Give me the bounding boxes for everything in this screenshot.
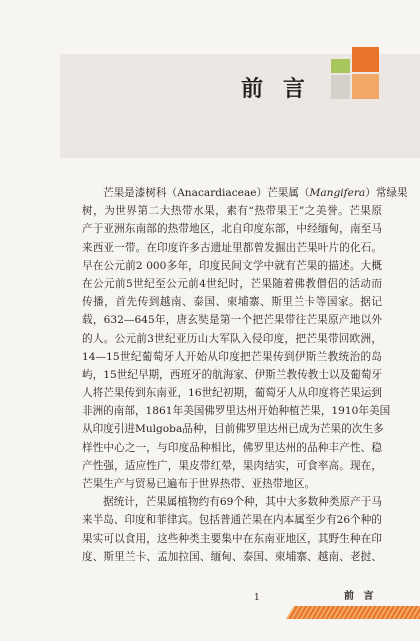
body-line: 来西亚一带。在印度许多古遗址里都曾发掘出芒果叶片的化石。 (82, 241, 382, 254)
paragraph (82, 493, 382, 566)
text-segment: 芒果是漆树科（Anacardiaceae）芒果属（ (103, 187, 310, 199)
paragraph (82, 184, 408, 493)
body-line: 14—15世纪葡萄牙人开始从印度把芒果传到伊斯兰教统治的岛 (82, 350, 382, 363)
decorative-gray-square (331, 75, 350, 99)
body-line: 载，632—645年，唐玄奘是第一个把芒果带往芒果原产地以外 (82, 314, 382, 327)
text-segment: ）常绿果 (365, 187, 408, 199)
preface-body (82, 184, 408, 566)
body-line: 早在公元前2 000多年，印度民间文学中就有芒果的描述。大概 (82, 259, 382, 272)
decorative-green-square (331, 59, 350, 73)
body-line (82, 184, 408, 202)
body-line: 的人。公元前3世纪亚历山大军队入侵印度，把芒果带回欧洲， (82, 332, 382, 345)
body-line: 非洲的南部，1861年美国佛罗里达州开始种植芒果，1910年美国 (82, 405, 391, 418)
body-line: 屿，15世纪早期，西班牙的航海家、伊斯兰教传教士以及葡萄牙 (82, 368, 382, 381)
body-line: 从印度引进Mulgoba品种，目前佛罗里达州已成为芒果的次生多 (82, 423, 384, 436)
body-line: 度、斯里兰卡、孟加拉国、缅甸、泰国、柬埔寨、越南、老挝、 (82, 550, 382, 563)
body-line: 人将芒果传到东南亚，16世纪初期，葡萄牙人从印度将芒果运到 (82, 387, 382, 400)
decorative-light-orange-square (352, 74, 379, 99)
body-line: 果实可以食用，这些种类主要集中在东南亚地区，其野生种在印 (82, 532, 382, 545)
page-number: 1 (254, 593, 260, 603)
body-line: 树，为世界第二大热带水果，素有“热带果王”之美誉。芒果原 (82, 205, 382, 218)
running-footer-title: 前 言 (344, 591, 377, 602)
body-line: 传播，首先传到越南、泰国、柬埔寨、斯里兰卡等国家。据记 (82, 296, 382, 309)
body-line: 在公元前5世纪至公元前4世纪时，芒果随着佛教僧侣的活动而 (82, 277, 382, 290)
body-line: 据统计，芒果属植物约有69个种，其中大多数种类原产于马 (103, 496, 382, 509)
footer-decorative-stripe (286, 606, 420, 619)
genus-name-italic: Mangifera (309, 187, 366, 199)
decorative-orange-square (352, 47, 379, 72)
page-title: 前 言 (241, 76, 311, 102)
body-line: 产于亚洲东南部的热带地区，北自印度东部，中经缅甸，南至马 (82, 223, 382, 236)
body-line: 产性强，适应性广，果皮带红晕，果肉结实，可食率高。现在， (82, 459, 382, 472)
body-line: 来半岛、印度和菲律宾。包括普通芒果在内本属至少有26个种的 (82, 514, 382, 527)
body-line: 样性中心之一，与印度品种相比，佛罗里达州的品种丰产性、稳 (82, 441, 382, 454)
body-line: 芒果生产与贸易已遍布于世界热带、亚热带地区。 (82, 478, 316, 490)
